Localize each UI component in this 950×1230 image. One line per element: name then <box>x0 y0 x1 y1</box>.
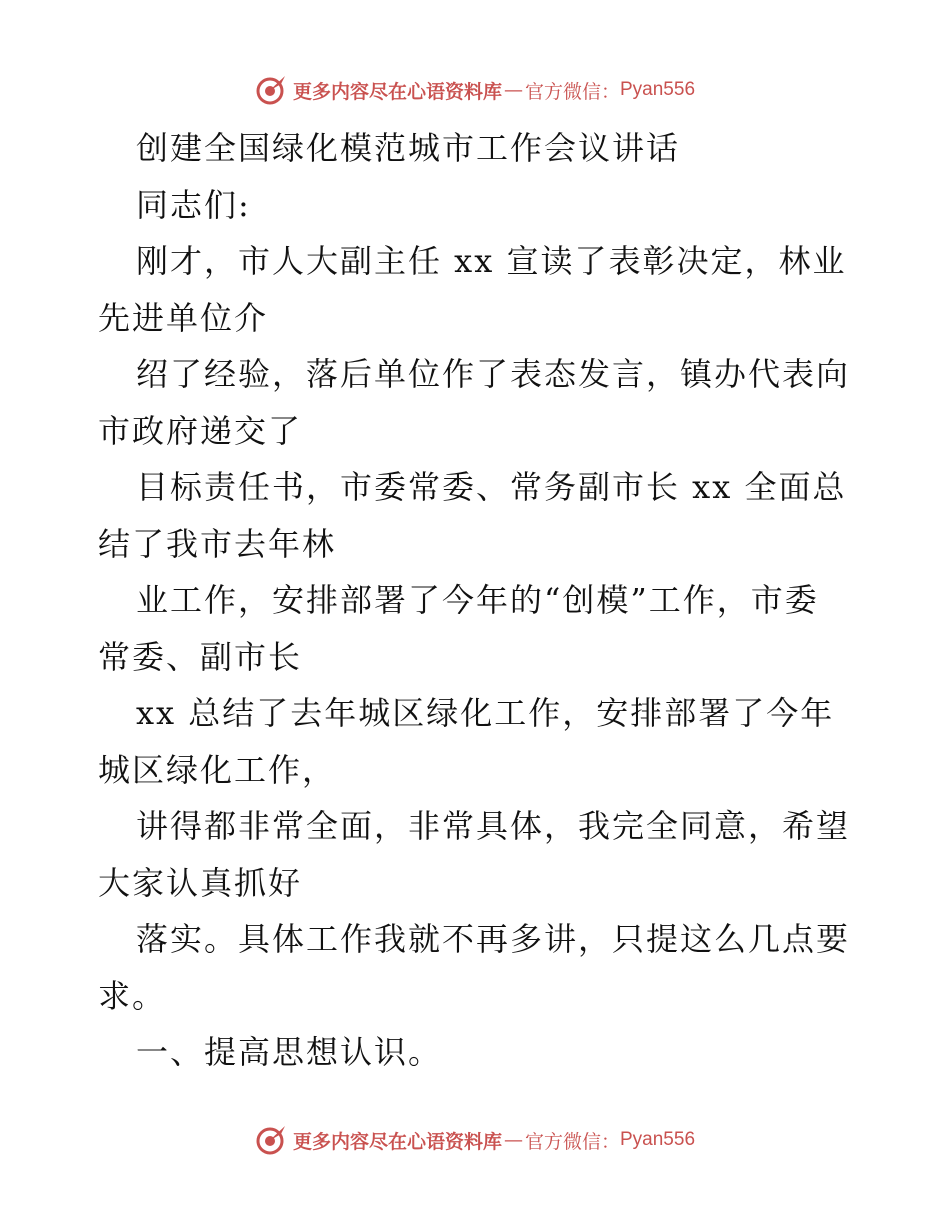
text-line: xx 总结了去年城区绿化工作，安排部署了今年 <box>136 694 835 732</box>
text-line: 绍了经验，落后单位作了表态发言，镇办代表向 <box>136 355 851 393</box>
text-line: 城区绿化工作， <box>98 750 337 789</box>
text-line: 目标责任书，市委常委、常务副市长 xx 全面总 <box>136 468 847 506</box>
feather-logo-icon <box>255 73 289 107</box>
text-line: 讲得都非常全面，非常具体，我完全同意，希望 <box>136 807 851 845</box>
text-line: 结了我市去年林 <box>98 524 337 563</box>
footer-watermark <box>0 1120 950 1160</box>
document-body <box>98 120 858 1081</box>
feather-logo-icon <box>255 1123 289 1157</box>
watermark-text: 更多内容尽在心语资料库 <box>292 1130 502 1153</box>
text-line: 市政府递交了 <box>98 411 303 450</box>
section-heading: 一、提高思想认识。 <box>136 1033 443 1071</box>
header-watermark <box>0 70 950 110</box>
watermark-label: 官方微信： <box>524 80 620 103</box>
text-line: 先进单位介 <box>98 298 269 337</box>
text-line: 刚才，市人大副主任 xx 宣读了表彰决定，林业 <box>136 242 847 280</box>
watermark-dash: — <box>503 1129 523 1151</box>
text-line: 求。 <box>98 976 167 1015</box>
salutation: 同志们: <box>136 185 251 224</box>
watermark-label: 官方微信： <box>524 1130 620 1153</box>
text-line: 大家认真抓好 <box>98 863 303 902</box>
watermark-dash: — <box>503 79 523 101</box>
watermark-text: 更多内容尽在心语资料库 <box>292 80 502 103</box>
document-title: 创建全国绿化模范城市工作会议讲话 <box>136 129 681 167</box>
watermark-id: Pyan556 <box>620 79 696 100</box>
text-line: 业工作，安排部署了今年的“创模”工作，市委 <box>136 581 819 619</box>
watermark-id: Pyan556 <box>620 1129 696 1150</box>
text-line: 落实。具体工作我就不再多讲，只提这么几点要 <box>136 920 851 958</box>
text-line: 常委、副市长 <box>98 637 303 676</box>
